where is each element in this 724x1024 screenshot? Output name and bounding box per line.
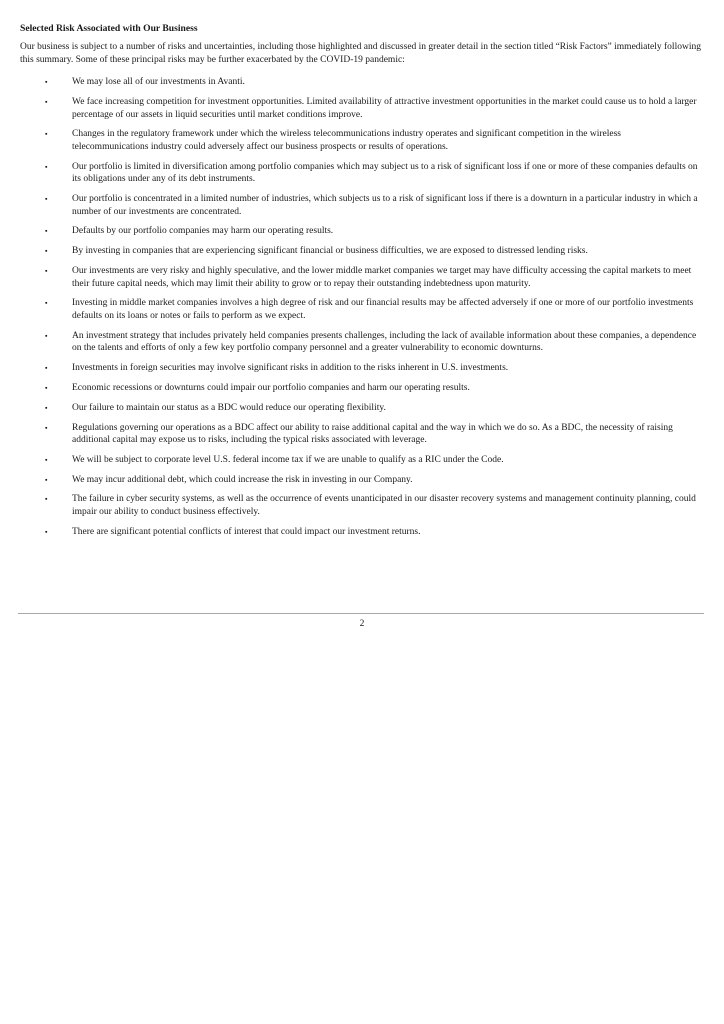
section-heading: Selected Risk Associated with Our Business xyxy=(20,23,198,34)
risk-item xyxy=(20,526,704,539)
risk-text: Economic recessions or downturns could impair our portfolio companies and harm our operating results. xyxy=(72,382,470,393)
bullet-icon: ▪ xyxy=(45,495,48,504)
bullet-icon: ▪ xyxy=(45,195,48,204)
risk-item xyxy=(20,474,704,487)
bullet-icon: ▪ xyxy=(45,130,48,139)
risk-item xyxy=(20,422,704,447)
page-number: 2 xyxy=(359,619,365,629)
risk-text: Our portfolio is limited in diversification among portfolio companies which may subject us to a risk of significant loss if one or more of these companies defaults on its obligations under any of its debt instruments. xyxy=(72,161,698,185)
bullet-icon: ▪ xyxy=(45,97,48,106)
bullet-icon: ▪ xyxy=(45,423,48,432)
risk-text: Regulations governing our operations as a BDC affect our ability to raise additional capital and the way in which we do so. As a BDC, the necessity of raising additional capital may expose us to risks, including the typical risks associated with leverage. xyxy=(72,422,673,446)
risk-item xyxy=(20,76,704,89)
risk-item xyxy=(20,128,704,153)
bullet-icon: ▪ xyxy=(45,475,48,484)
risk-text: We may incur additional debt, which could increase the risk in investing in our Company. xyxy=(72,474,413,485)
risk-item xyxy=(20,96,704,121)
risk-text: Changes in the regulatory framework under which the wireless telecommunications industry operates and significant competition in the wireless telecommunications industry could adversely affect our business prospects or results of operations. xyxy=(72,129,622,152)
bullet-icon: ▪ xyxy=(45,299,48,308)
bullet-icon: ▪ xyxy=(45,403,48,412)
risk-item xyxy=(20,225,704,238)
risk-text: There are significant potential conflicts of interest that could impact our investment returns. xyxy=(72,526,421,537)
bullet-icon: ▪ xyxy=(45,162,48,171)
risk-text: Defaults by our portfolio companies may harm our operating results. xyxy=(72,226,334,237)
risk-text: We may lose all of our investments in Avanti. xyxy=(72,77,245,88)
document-page xyxy=(20,22,704,629)
bullet-icon: ▪ xyxy=(45,364,48,373)
risk-item xyxy=(20,454,704,467)
page-divider xyxy=(18,613,704,614)
risk-item xyxy=(20,193,704,218)
bullet-icon: ▪ xyxy=(45,78,48,87)
risk-text: Our failure to maintain our status as a BDC would reduce our operating flexibility. xyxy=(72,402,386,413)
risk-item xyxy=(20,493,704,518)
risk-list xyxy=(20,76,704,538)
risk-item xyxy=(20,161,704,186)
risk-text: Investing in middle market companies involves a high degree of risk and our financial results may be affected adversely if one or more of our portfolio investments defaults on its loans or notes or fails to perform as we expect. xyxy=(72,298,694,321)
risk-item xyxy=(20,330,704,355)
risk-text: Our portfolio is concentrated in a limited number of industries, which subjects us to a risk of significant loss if there is a downturn in a particular industry in which a number of our investments are concentrated. xyxy=(72,194,698,217)
risk-item xyxy=(20,402,704,415)
bullet-icon: ▪ xyxy=(45,331,48,340)
bullet-icon: ▪ xyxy=(45,227,48,236)
risk-text: We will be subject to corporate level U.S. federal income tax if we are unable to qualify as a RIC under the Code. xyxy=(72,454,504,465)
bullet-icon: ▪ xyxy=(45,383,48,392)
bullet-icon: ▪ xyxy=(45,455,48,464)
risk-text: Investments in foreign securities may involve significant risks in addition to the risks inherent in U.S. investments. xyxy=(72,363,509,374)
risk-item xyxy=(20,297,704,322)
risk-text: An investment strategy that includes privately held companies presents challenges, including the lack of available information about these companies, a dependence on the talents and efforts of only a few key portfolio company personnel and a greater vulnerability to economic downturns. xyxy=(72,330,697,354)
bullet-icon: ▪ xyxy=(45,247,48,256)
risk-item xyxy=(20,265,704,290)
intro-paragraph: Our business is subject to a number of risks and uncertainties, including those highlighted and discussed in greater detail in the section titled “Risk Factors” immediately following this summary. Some of these principal risks may be further exacerbated by the COVID-19 pandemic: xyxy=(20,42,701,65)
bullet-icon: ▪ xyxy=(45,527,48,536)
risk-item xyxy=(20,245,704,258)
risk-text: By investing in companies that are experiencing significant financial or business difficulties, we are exposed to distressed lending risks. xyxy=(72,246,588,257)
risk-item xyxy=(20,382,704,395)
risk-text: The failure in cyber security systems, as well as the occurrence of events unanticipated in our disaster recovery systems and management continuity planning, could impair our ability to conduct business effectively. xyxy=(72,494,696,518)
risk-text: Our investments are very risky and highly speculative, and the lower middle market companies we target may have difficulty accessing the capital markets to meet their future capital needs, which may limit their ability to grow or to repay their outstanding indebtedness upon maturity. xyxy=(72,266,692,289)
risk-text: We face increasing competition for investment opportunities. Limited availability of attractive investment opportunities in the market could cause us to hold a larger percentage of our assets in liquid securities until market conditions improve. xyxy=(72,96,697,120)
risk-item xyxy=(20,362,704,375)
bullet-icon: ▪ xyxy=(45,267,48,276)
